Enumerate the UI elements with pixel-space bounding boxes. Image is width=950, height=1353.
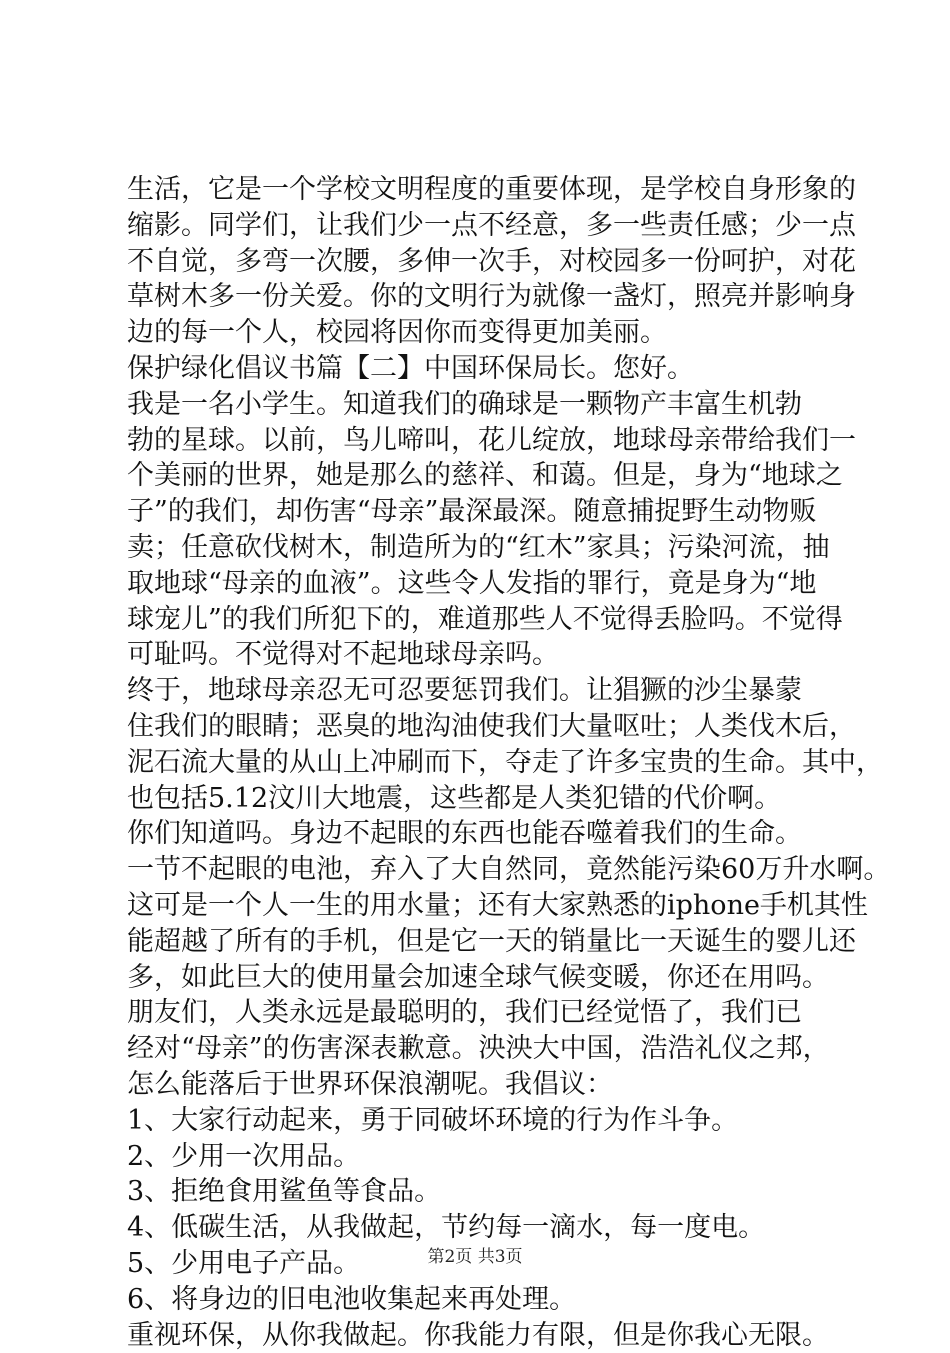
text-line: 4、低碳生活，从我做起，节约每一滴水，每一度电。	[127, 1210, 847, 1246]
text-line: 2、少用一次用品。	[127, 1139, 847, 1175]
text-line: 草树木多一份关爱。你的文明行为就像一盏灯，照亮并影响身	[127, 279, 847, 315]
text-line: 也包括5.12汶川大地震，这些都是人类犯错的代价啊。	[127, 781, 847, 817]
text-line: 经对“母亲”的伤害深表歉意。泱泱大中国，浩浩礼仪之邦，	[127, 1031, 847, 1067]
text-line: 3、拒绝食用鲨鱼等食品。	[127, 1174, 847, 1210]
text-line: 保护绿化倡议书篇【二】中国环保局长。您好。	[127, 351, 847, 387]
document-body	[127, 172, 847, 1353]
text-line: 终于，地球母亲忍无可忍要惩罚我们。让猖獗的沙尘暴蒙	[127, 673, 847, 709]
page-footer: 第2页 共3页	[0, 1242, 950, 1267]
text-line: 生活，它是一个学校文明程度的重要体现，是学校自身形象的	[127, 172, 847, 208]
text-line: 泥石流大量的从山上冲刷而下，夺走了许多宝贵的生命。其中，	[127, 745, 847, 781]
text-line: 1、大家行动起来，勇于同破坏环境的行为作斗争。	[127, 1103, 847, 1139]
text-line: 多，如此巨大的使用量会加速全球气候变暖，你还在用吗。	[127, 960, 847, 996]
text-line: 住我们的眼睛；恶臭的地沟油使我们大量呕吐；人类伐木后，	[127, 709, 847, 745]
text-line: 边的每一个人，校园将因你而变得更加美丽。	[127, 315, 847, 351]
text-line: 5、少用电子产品。	[127, 1246, 847, 1282]
text-line: 勃的星球。以前，鸟儿啼叫，花儿绽放，地球母亲带给我们一	[127, 423, 847, 459]
text-line: 能超越了所有的手机，但是它一天的销量比一天诞生的婴儿还	[127, 924, 847, 960]
text-line: 缩影。同学们，让我们少一点不经意，多一些责任感；少一点	[127, 208, 847, 244]
text-line: 怎么能落后于世界环保浪潮呢。我倡议：	[127, 1067, 847, 1103]
text-line: 不自觉，多弯一次腰，多伸一次手，对校园多一份呵护，对花	[127, 244, 847, 280]
text-line: 可耻吗。不觉得对不起地球母亲吗。	[127, 637, 847, 673]
text-line: 我是一名小学生。知道我们的确球是一颗物产丰富生机勃	[127, 387, 847, 423]
text-line: 这可是一个人一生的用水量；还有大家熟悉的iphone手机其性	[127, 888, 847, 924]
text-line: 重视环保，从你我做起。你我能力有限，但是你我心无限。	[127, 1318, 847, 1353]
text-line: 你们知道吗。身边不起眼的东西也能吞噬着我们的生命。	[127, 816, 847, 852]
text-line: 卖；任意砍伐树木，制造所为的“红木”家具；污染河流，抽	[127, 530, 847, 566]
text-line: 一节不起眼的电池，弃入了大自然同，竟然能污染60万升水啊。	[127, 852, 847, 888]
text-line: 朋友们，人类永远是最聪明的，我们已经觉悟了，我们已	[127, 995, 847, 1031]
text-line: 子”的我们，却伤害“母亲”最深最深。随意捕捉野生动物贩	[127, 494, 847, 530]
text-line: 取地球“母亲的血液”。这些令人发指的罪行，竟是身为“地	[127, 566, 847, 602]
text-line: 个美丽的世界，她是那么的慈祥、和蔼。但是，身为“地球之	[127, 458, 847, 494]
text-line: 6、将身边的旧电池收集起来再处理。	[127, 1282, 847, 1318]
text-line: 球宠儿”的我们所犯下的，难道那些人不觉得丢脸吗。不觉得	[127, 602, 847, 638]
